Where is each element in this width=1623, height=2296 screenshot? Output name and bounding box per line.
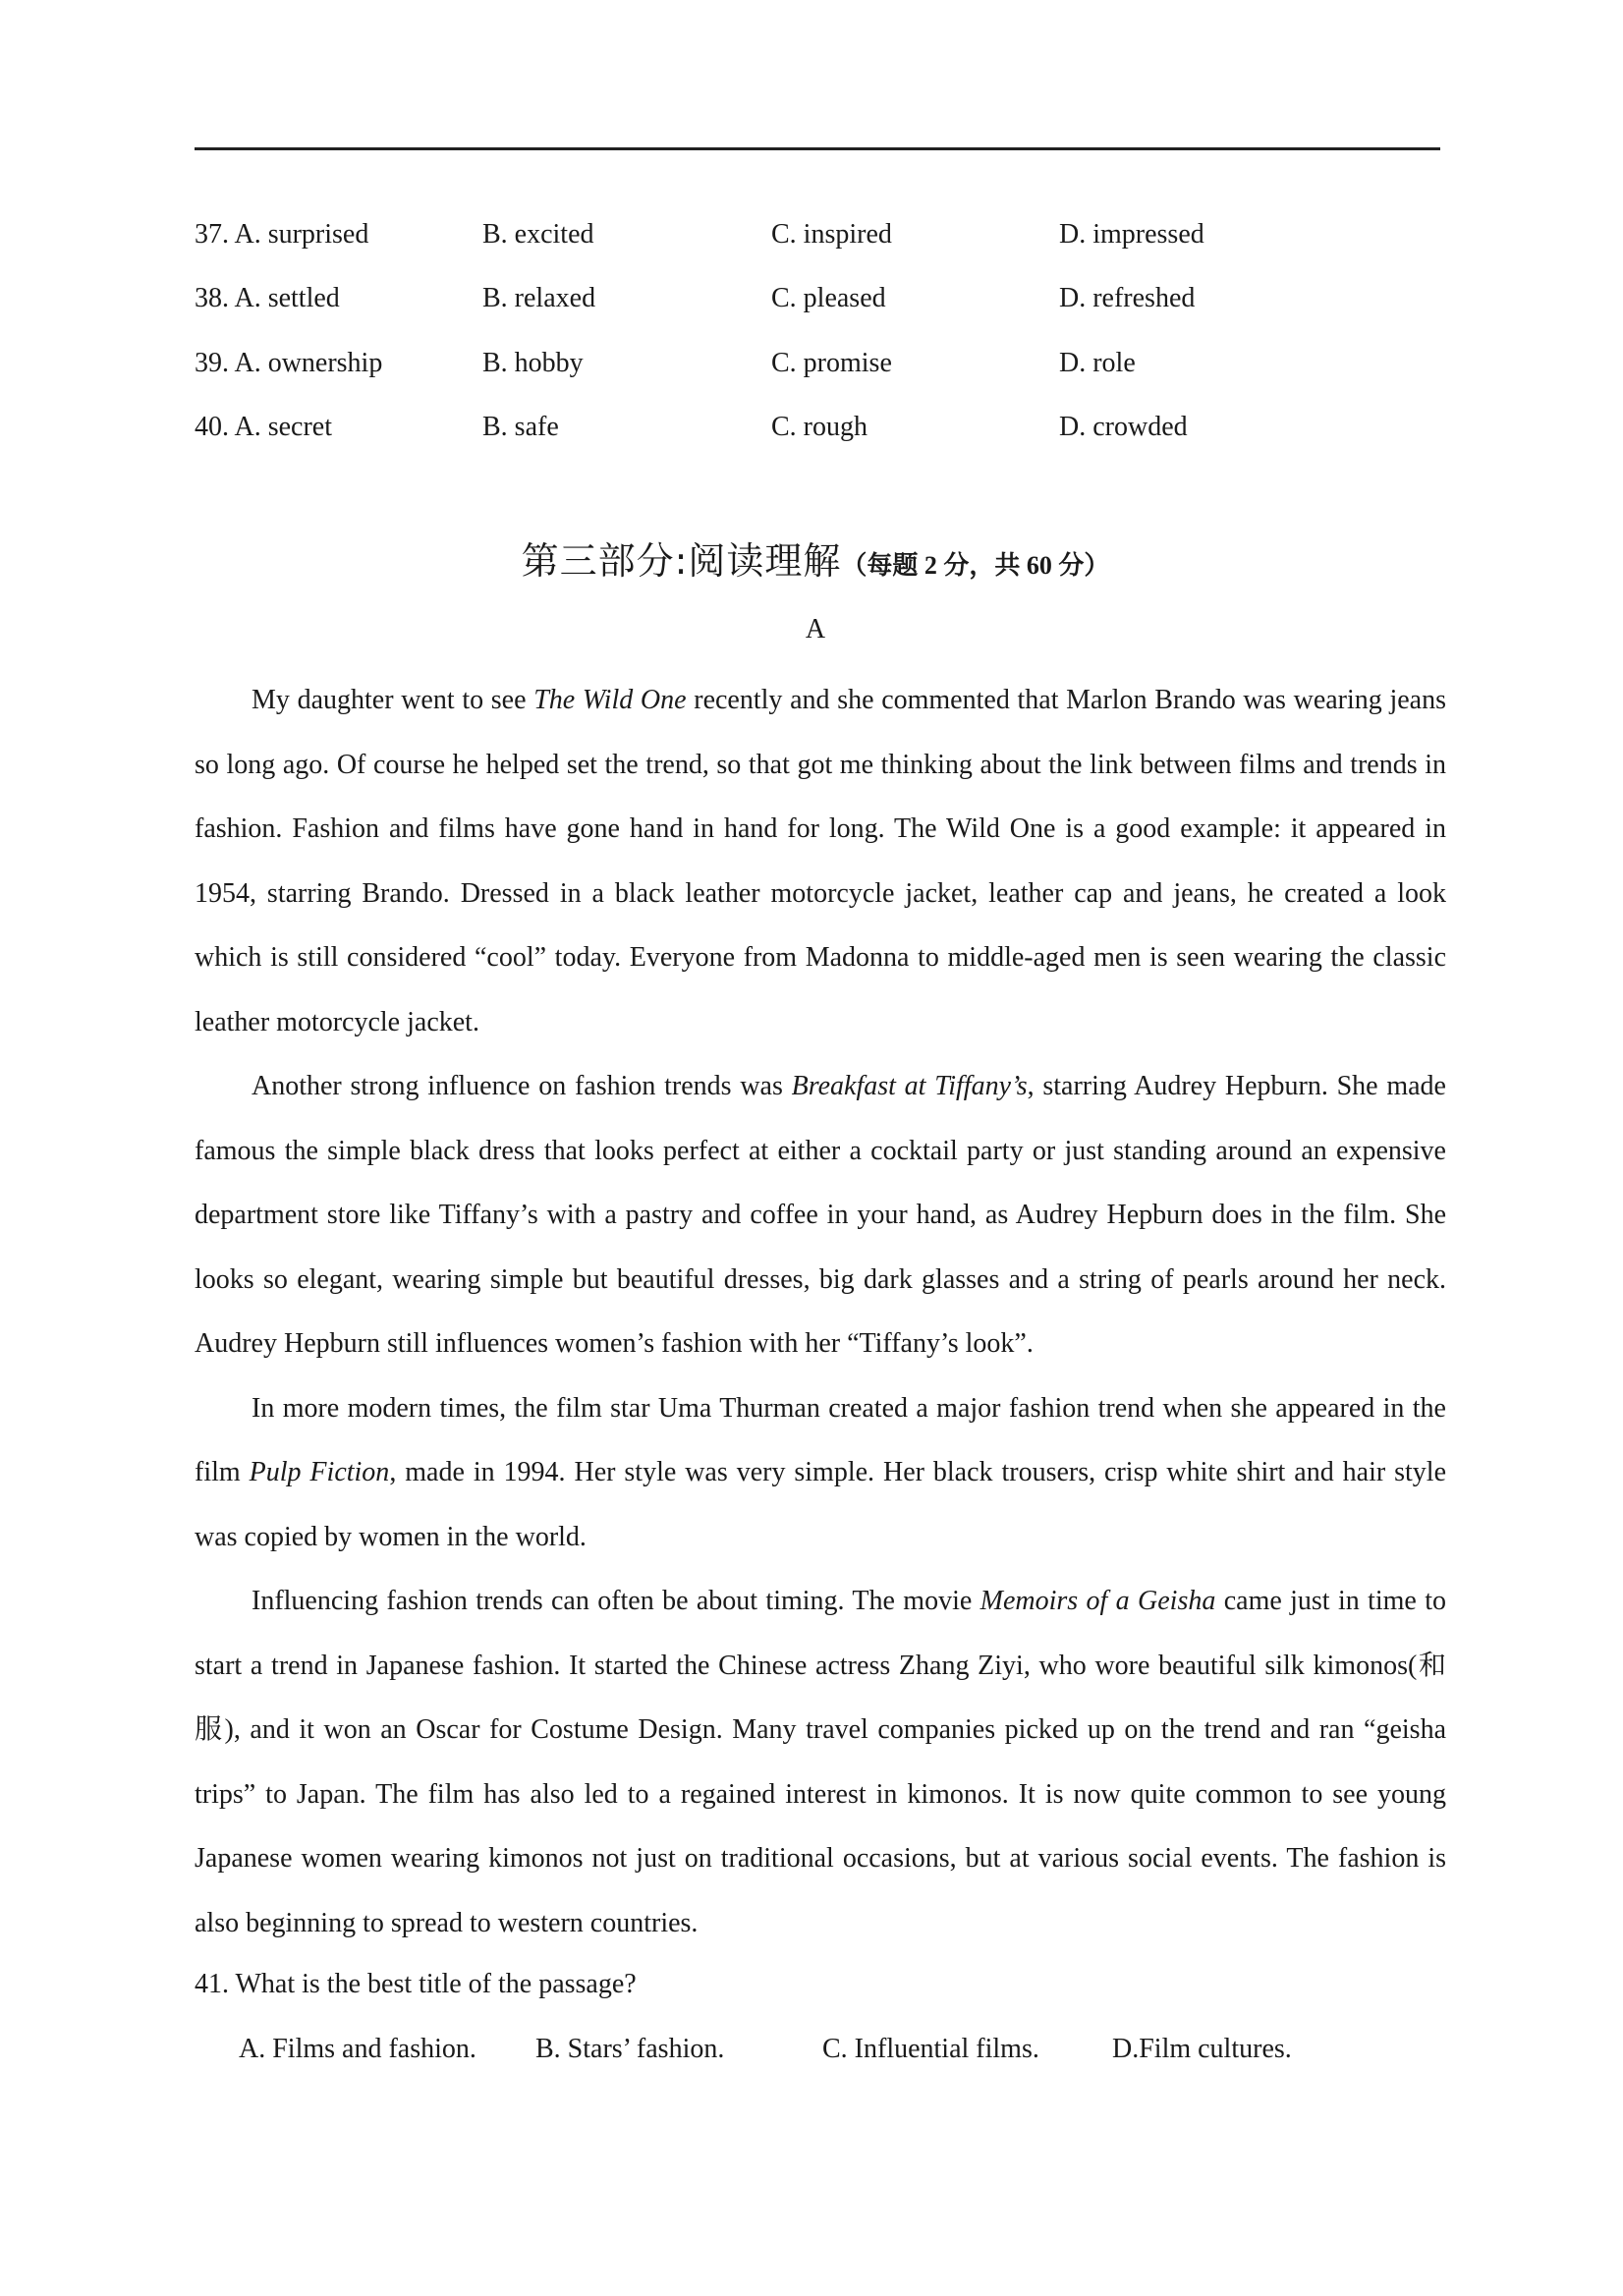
- option-row-37: [195, 202, 1452, 267]
- question-41: [195, 1952, 1446, 2081]
- reading-passage: [195, 668, 1446, 1955]
- option-a: 38. A. settled: [195, 283, 340, 314]
- option-b: B. excited: [482, 218, 594, 250]
- option-row-38: [195, 267, 1452, 332]
- film-title: Breakfast at Tiffany’s: [791, 1071, 1028, 1101]
- answer-b: B. Stars’ fashion.: [535, 2033, 725, 2064]
- option-row-39: [195, 331, 1452, 396]
- answer-c: C. Influential films.: [822, 2033, 1039, 2064]
- paragraph-2: Another strong influence on fashion trends was Breakfast at Tiffany’s, starring Audrey Hepburn. She made famous the simple black dress that looks perfect at either a cocktail party or just standing around an expensive department store like Tiffany’s with a pastry and coffee in your hand, as Audrey Hepburn does in the film. She looks so elegant, wearing simple but beautiful dresses, big dark glasses and a string of pearls around her neck. Audrey Hepburn still influences women’s fashion with her “Tiffany’s look”.: [195, 1071, 1446, 1359]
- option-c: C. pleased: [771, 283, 886, 314]
- section-note: （每题 2 分，共 60 分）: [841, 551, 1110, 580]
- paragraph-4: Influencing fashion trends can often be about timing. The movie Memoirs of a Geisha came just in time to start a trend in Japanese fashion. It started the Chinese actress Zhang Ziyi, who wore beautiful silk kimonos(和服), and it won an Oscar for Costume Design. Many travel companies picked up on the trend and ran “geisha trips” to Japan. The film has also led to a regained interest in kimonos. It is now quite common to see young Japanese women wearing kimonos not just on traditional occasions, but at various social events. The fashion is also beginning to spread to western countries.: [195, 1586, 1446, 1938]
- cloze-options: [195, 202, 1452, 460]
- option-a: 39. A. ownership: [195, 347, 383, 378]
- option-b: B. safe: [482, 412, 559, 443]
- option-d: D. crowded: [1059, 412, 1188, 443]
- question-stem: 41. What is the best title of the passage?: [195, 1969, 637, 1999]
- option-d: D. impressed: [1059, 218, 1204, 250]
- section-heading: [0, 531, 1623, 585]
- option-row-40: [195, 396, 1452, 461]
- paragraph-3: In more modern times, the film star Uma Thurman created a major fashion trend when she appeared in the film Pulp Fiction, made in 1994. Her style was very simple. Her black trousers, crisp white shirt and hair style was copied by women in the world.: [195, 1392, 1446, 1552]
- option-d: D. role: [1059, 347, 1136, 378]
- header-rule: [195, 147, 1440, 150]
- option-c: C. promise: [771, 347, 892, 378]
- paragraph-1: My daughter went to see The Wild One recently and she commented that Marlon Brando was wearing jeans so long ago. Of course he helped set the trend, so that got me thinking about the link between films and trends in fashion. Fashion and films have gone hand in hand for long. The Wild One is a good example: it appeared in 1954, starring Brando. Dressed in a black leather motorcycle jacket, leather cap and jeans, he created a look which is still considered “cool” today. Everyone from Madonna to middle-aged men is seen wearing the classic leather motorcycle jacket.: [195, 685, 1446, 1037]
- section-title: 第三部分:阅读理解: [521, 539, 842, 583]
- film-title: Pulp Fiction: [249, 1457, 390, 1487]
- answer-a: A. Films and fashion.: [239, 2033, 476, 2064]
- passage-letter: A: [805, 614, 826, 644]
- film-title: The Wild One: [533, 685, 687, 715]
- option-c: C. inspired: [771, 218, 892, 250]
- option-a: 37. A. surprised: [195, 218, 369, 250]
- answer-d: D.Film cultures.: [1112, 2033, 1292, 2064]
- option-b: B. relaxed: [482, 283, 596, 314]
- film-title: Memoirs of a Geisha: [979, 1586, 1216, 1616]
- option-a: 40. A. secret: [195, 412, 332, 443]
- option-d: D. refreshed: [1059, 283, 1196, 314]
- answer-choices: [195, 2017, 1446, 2082]
- option-c: C. rough: [771, 412, 867, 443]
- option-b: B. hobby: [482, 347, 584, 378]
